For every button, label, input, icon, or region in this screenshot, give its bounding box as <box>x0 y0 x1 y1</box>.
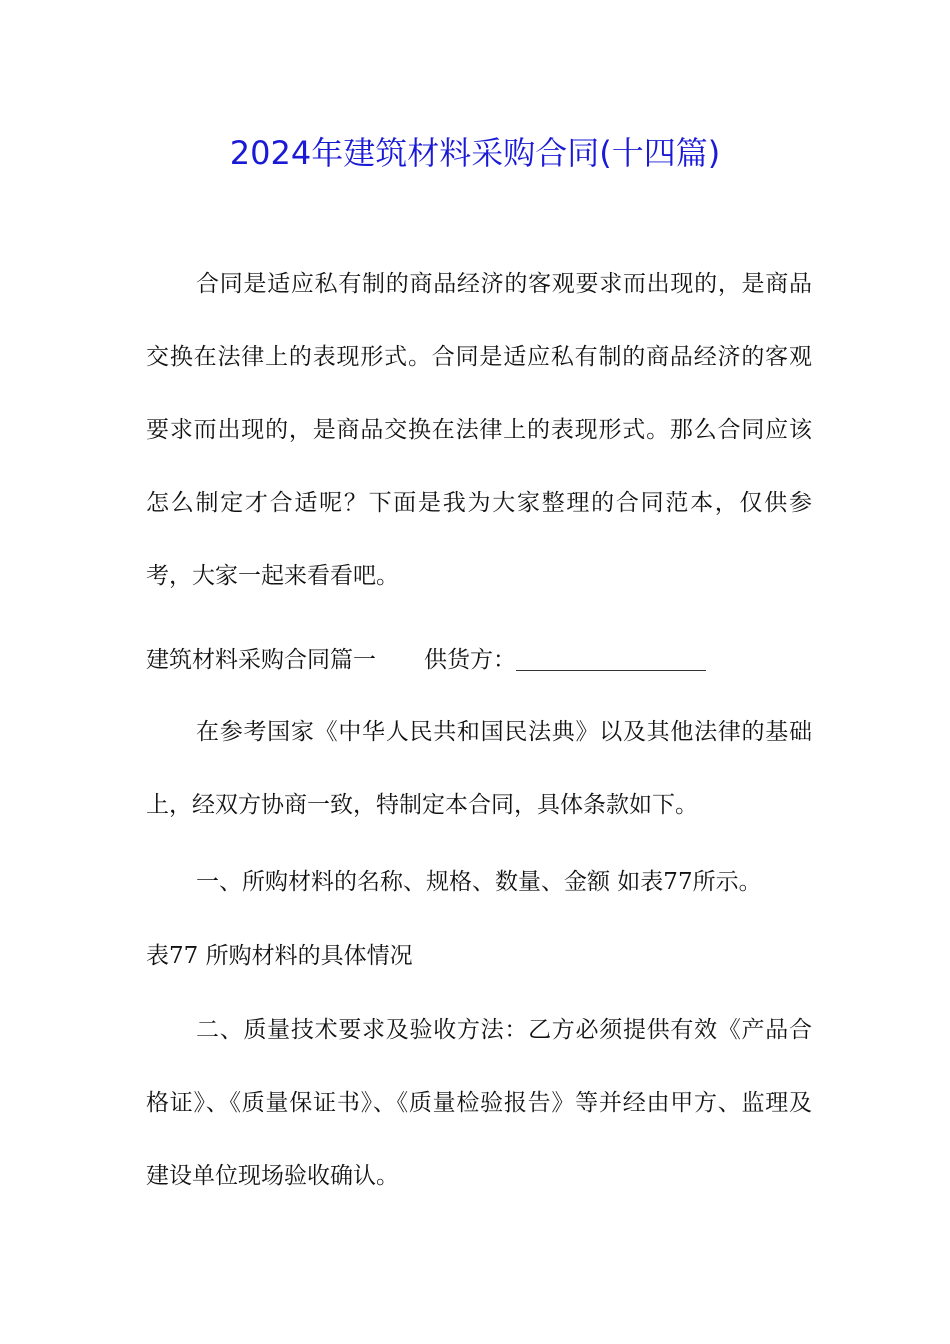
basis-paragraph: 在参考国家《中华人民共和国民法典》以及其他法律的基础上，经双方协商一致，特制定本合同，具体条款如下。 <box>146 719 812 818</box>
intro-paragraph: 合同是适应私有制的商品经济的客观要求而出现的，是商品交换在法律上的表现形式。合同是适应私有制的商品经济的客观要求而出现的，是商品交换在法律上的表现形式。那么合同应该怎么制定才合适呢？下面是我为大家整理的合同范本，仅供参考，大家一起来看看吧。 <box>146 271 812 589</box>
section-heading: 建筑材料采购合同篇一 <box>146 647 376 673</box>
document-title: 2024年建筑材料采购合同(十四篇) <box>229 134 721 172</box>
supplier-blank-line <box>516 648 706 671</box>
table-caption: 表77 所购材料的具体情况 <box>146 943 413 969</box>
clause-two-paragraph: 二、质量技术要求及验收方法：乙方必须提供有效《产品合格证》、《质量保证书》、《质量检验报告》等并经由甲方、监理及建设单位现场验收确认。 <box>146 1017 812 1189</box>
section-heading-row <box>146 642 826 678</box>
clause-one: 一、所购材料的名称、规格、数量、金额 如表77所示。 <box>196 869 762 895</box>
supplier-label: 供货方： <box>424 647 516 673</box>
